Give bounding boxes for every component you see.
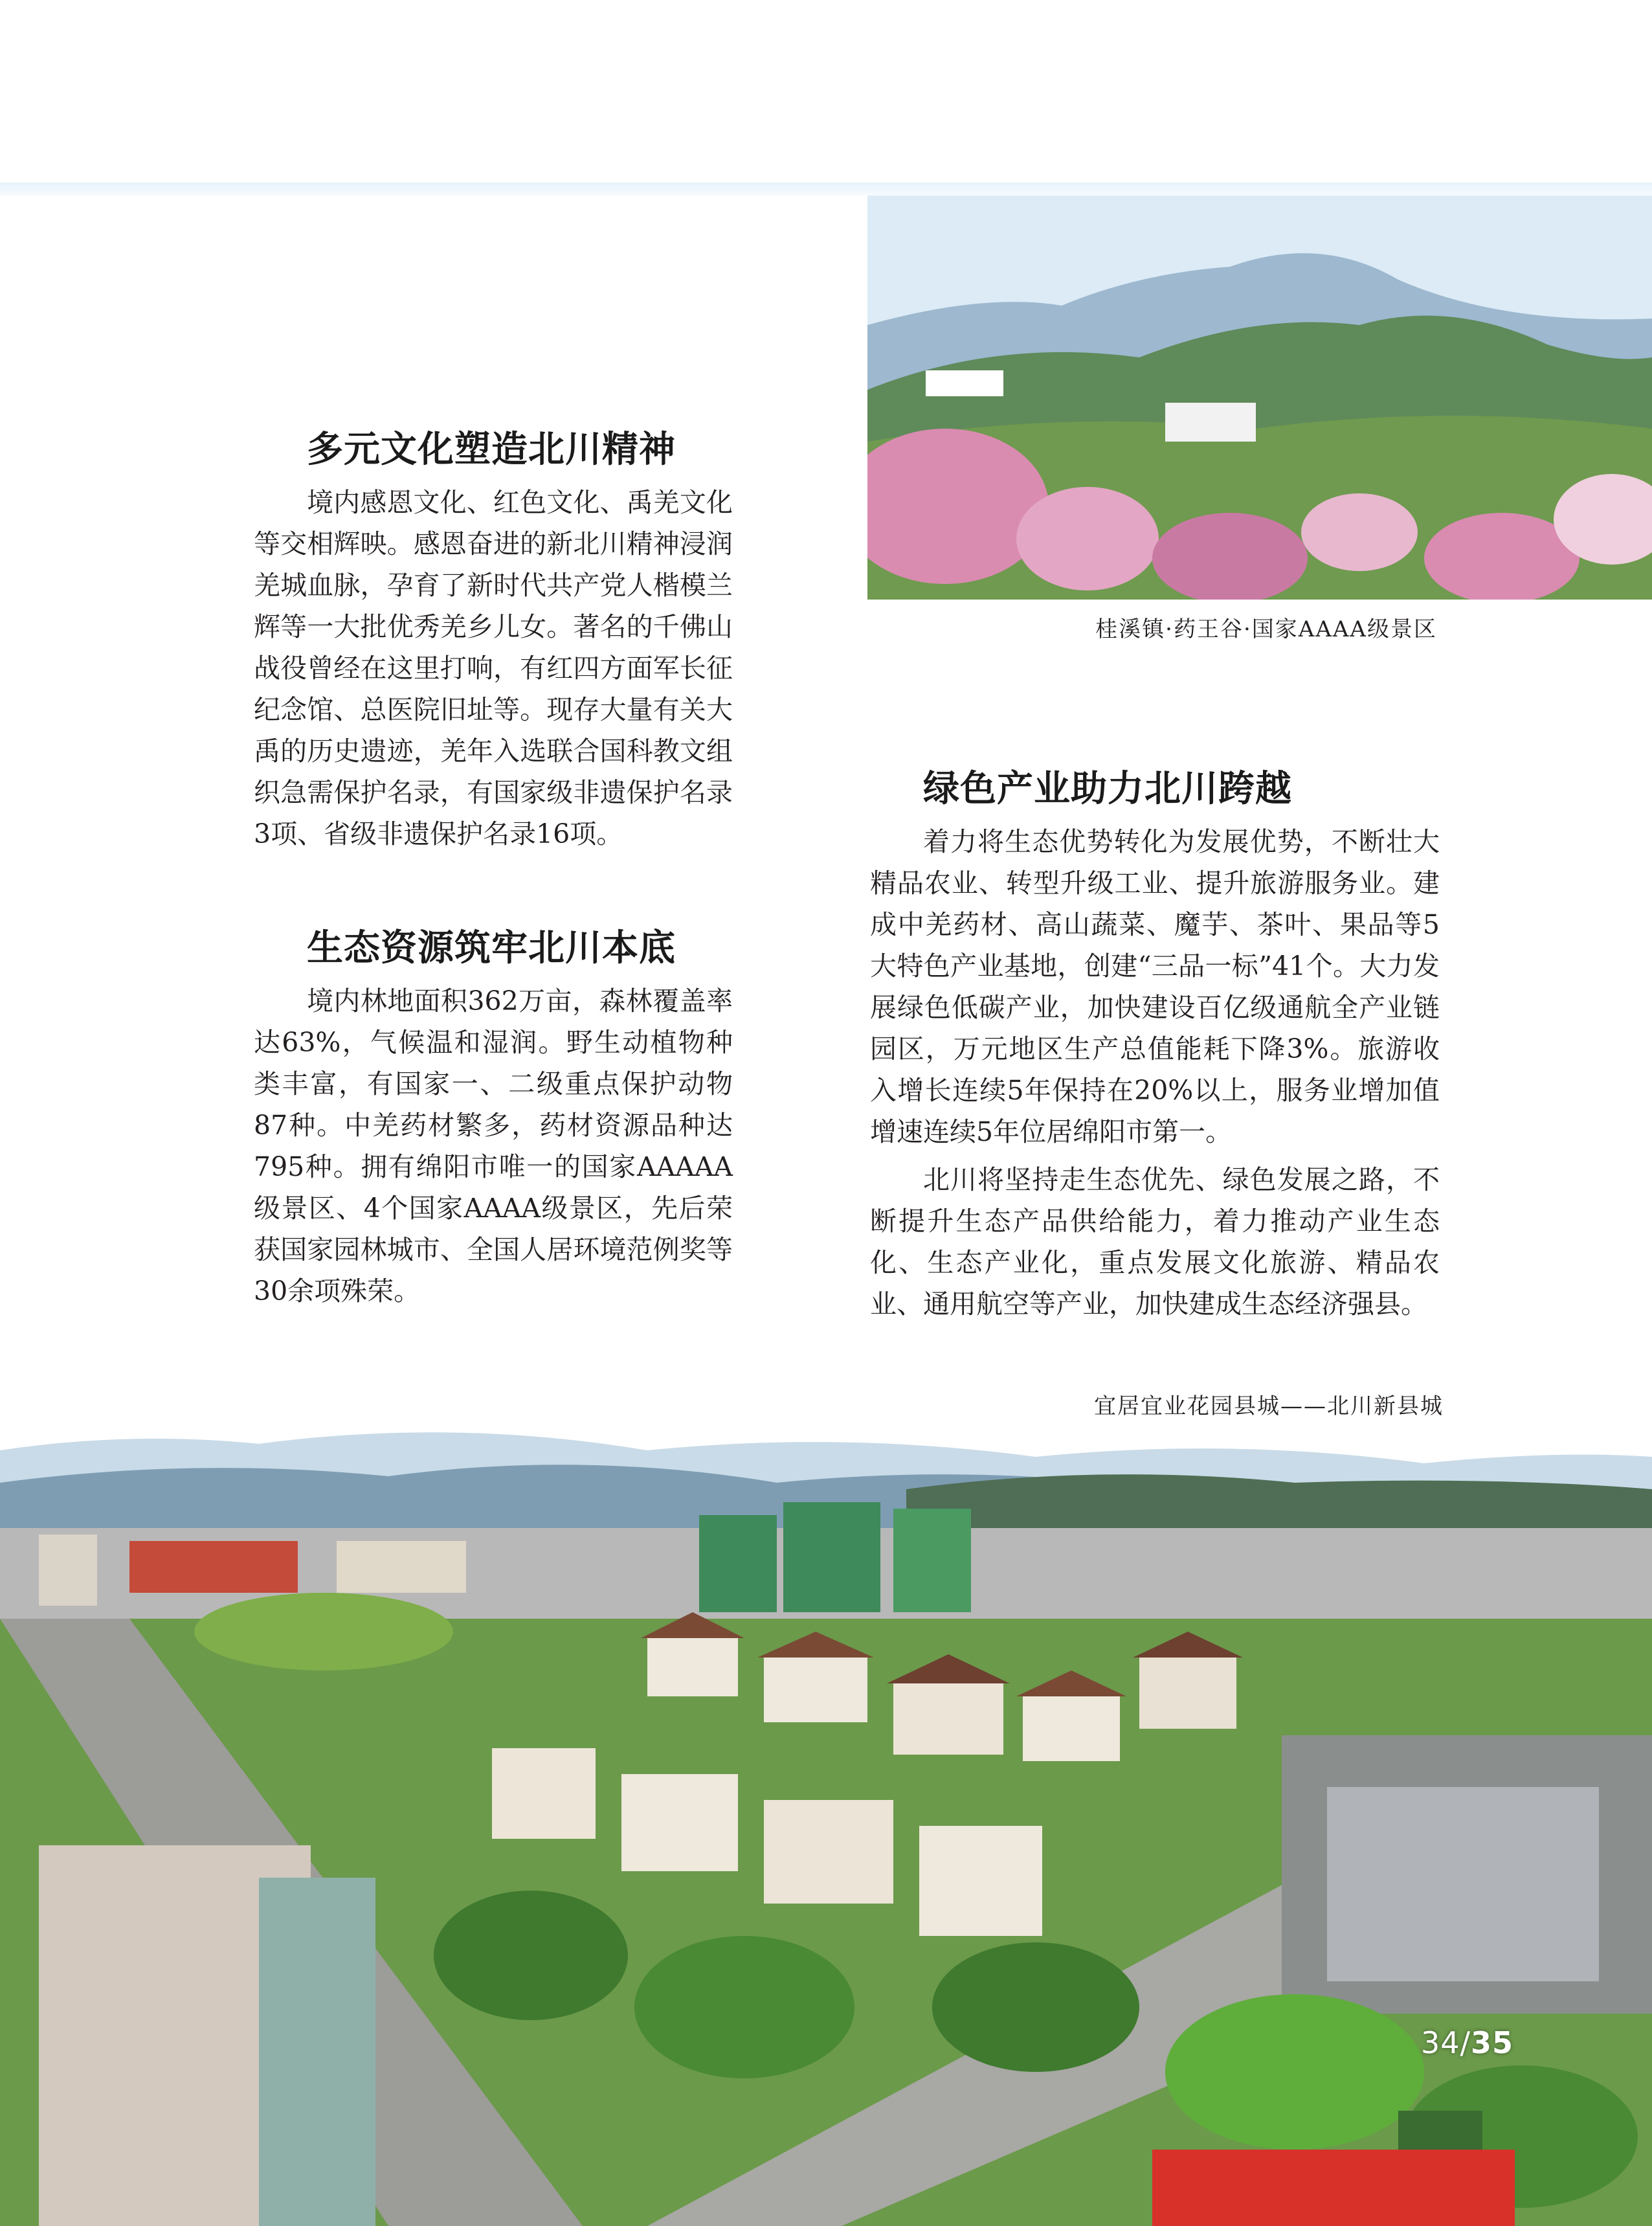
paragraph-ecology: 境内林地面积362万亩，森林覆盖率达63%，气候温和湿润。野生动植物种类丰富，有国家一、二级重点保护动物87种。中羌药材繁多，药材资源品种达795种。拥有绵阳市唯一的国家AAAAA级景区、4个国家AAAA级景区，先后荣获国家园林城市、全国人居环境范例奖等30余项殊荣。 bbox=[254, 985, 733, 1307]
paragraph-industry-1: 着力将生态优势转化为发展优势，不断壮大精品农业、转型升级工业、提升旅游服务业。建成中羌药材、高山蔬菜、魔芋、茶叶、果品等5大特色产业基地，创建“三品一标”41个。大力发展绿色低碳产业，加快建设百亿级通航全产业链园区，万元地区生产总值能耗下降3%。旅游收入增长连续5年保持在20%以上，服务业增加值增速连续5年位居绵阳市第一。 bbox=[870, 826, 1440, 1147]
section-industry bbox=[870, 767, 1440, 1325]
section-culture bbox=[254, 427, 733, 855]
photo-beichuan-new-county bbox=[0, 1424, 1652, 2226]
heading-culture: 多元文化塑造北川精神 bbox=[307, 429, 676, 471]
caption-bottom-photo: 宜居宜业花园县城——北川新县城 bbox=[1094, 1393, 1444, 1419]
photo-yaowanggu-scenic bbox=[867, 196, 1652, 600]
section-ecology bbox=[254, 926, 733, 1312]
page-number bbox=[1421, 2025, 1513, 2060]
caption-top-photo: 桂溪镇·药王谷·国家AAAA级景区 bbox=[1095, 616, 1437, 642]
heading-industry: 绿色产业助力北川跨越 bbox=[923, 768, 1292, 810]
page-number-right: 35 bbox=[1470, 2025, 1513, 2060]
paragraph-culture: 境内感恩文化、红色文化、禹羌文化等交相辉映。感恩奋进的新北川精神浸润羌城血脉，孕育了新时代共产党人楷模兰辉等一大批优秀羌乡儿女。著名的千佛山战役曾经在这里打响，有红四方面军长征纪念馆、总医院旧址等。现存大量有关大禹的历史遗迹，羌年入选联合国科教文组织急需保护名录，有国家级非遗保护名录3项、省级非遗保护名录16项。 bbox=[254, 487, 733, 849]
top-color-band bbox=[0, 183, 1652, 196]
page-number-separator: / bbox=[1460, 2025, 1471, 2060]
heading-ecology: 生态资源筑牢北川本底 bbox=[307, 927, 676, 969]
paragraph-industry-2: 北川将坚持走生态优先、绿色发展之路，不断提升生态产品供给能力，着力推动产业生态化、生态产业化，重点发展文化旅游、精品农业、通用航空等产业，加快建成生态经济强县。 bbox=[870, 1164, 1440, 1320]
page-number-left: 34 bbox=[1420, 2025, 1460, 2060]
